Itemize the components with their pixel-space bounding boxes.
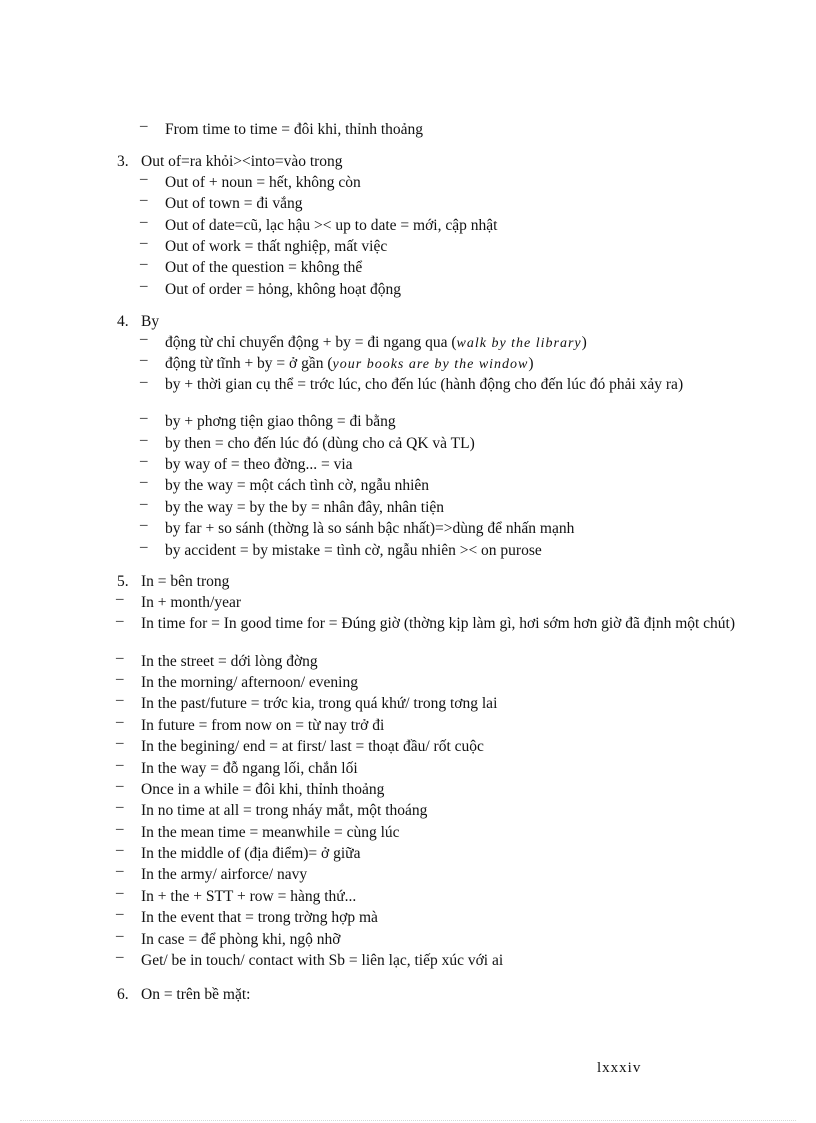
list-dash: – — [140, 278, 148, 294]
list-dash: – — [140, 331, 148, 347]
list-item: by accident = by mistake = tình cờ, ngẫu nhiên >< on purose — [165, 542, 542, 559]
list-item: Out of date=cũ, lạc hậu >< up to date = mới, cập nhật — [165, 217, 498, 234]
list-dash: – — [116, 928, 124, 944]
list-dash: – — [116, 613, 124, 629]
list-item: Once in a while = đôi khi, thỉnh thoảng — [141, 781, 385, 798]
section-number: 5. — [117, 573, 129, 590]
list-dash: – — [140, 496, 148, 512]
list-dash: – — [140, 410, 148, 426]
list-dash: – — [116, 591, 124, 607]
list-item: động từ chỉ chuyển động + by = đi ngang qua (walk by the library) — [165, 334, 587, 351]
list-dash: – — [116, 778, 124, 794]
list-dash: – — [140, 374, 148, 390]
list-item: In the past/future = trớc kia, trong quá khứ/ trong tơng lai — [141, 695, 498, 712]
list-item: In no time at all = trong nháy mắt, một thoáng — [141, 802, 428, 819]
list-dash: – — [140, 517, 148, 533]
section-number: 4. — [117, 313, 129, 330]
list-item: Out of town = đi vắng — [165, 195, 303, 212]
list-item: In + the + STT + row = hàng thứ... — [141, 888, 357, 905]
list-dash: – — [116, 757, 124, 773]
list-item: by then = cho đến lúc đó (dùng cho cả QK và TL) — [165, 435, 475, 452]
list-dash: – — [116, 799, 124, 815]
list-item: by far + so sánh (thờng là so sánh bậc nhất)=>dùng để nhấn mạnh — [165, 520, 575, 537]
section-number: 6. — [117, 986, 129, 1003]
list-dash: – — [140, 539, 148, 555]
list-dash: – — [116, 692, 124, 708]
list-item: From time to time = đôi khi, thỉnh thoảng — [165, 121, 424, 138]
list-item: by + phơng tiện giao thông = đi bằng — [165, 413, 396, 430]
list-item: Out of the question = không thể — [165, 259, 363, 276]
list-dash: – — [140, 256, 148, 272]
list-dash: – — [140, 352, 148, 368]
list-item: In the middle of (địa điểm)= ở giữa — [141, 845, 361, 862]
list-item: In the mean time = meanwhile = cùng lúc — [141, 824, 400, 841]
list-item: động từ tĩnh + by = ở gần (your books are by the window) — [165, 355, 534, 372]
list-dash: – — [116, 949, 124, 965]
list-dash: – — [116, 906, 124, 922]
list-dash: – — [140, 192, 148, 208]
list-item: In the way = đỗ ngang lối, chắn lối — [141, 760, 358, 777]
list-dash: – — [140, 118, 148, 134]
section-heading: In = bên trong — [141, 573, 230, 590]
list-dash: – — [116, 842, 124, 858]
list-item: Get/ be in touch/ contact with Sb = liên lạc, tiếp xúc với ai — [141, 952, 504, 969]
list-dash: – — [140, 235, 148, 251]
section-heading: On = trên bề mặt: — [141, 986, 251, 1003]
list-item: In the street = dới lòng đờng — [141, 653, 318, 670]
list-dash: – — [140, 474, 148, 490]
list-item: In + month/year — [141, 594, 241, 611]
page-bottom-divider — [20, 1120, 796, 1121]
list-dash: – — [116, 863, 124, 879]
section-number: 3. — [117, 153, 129, 170]
list-item: by the way = một cách tình cờ, ngẫu nhiên — [165, 477, 430, 494]
list-item: Out of work = thất nghiệp, mất việc — [165, 238, 388, 255]
list-dash: – — [116, 650, 124, 666]
list-item: In time for = In good time for = Đúng giờ (thờng kịp làm gì, hơi sớm hơn giờ đã định một chút) — [141, 615, 736, 632]
list-dash: – — [116, 821, 124, 837]
page-number: lxxxiv — [597, 1060, 642, 1076]
section-heading: Out of=ra khỏi><into=vào trong — [141, 153, 343, 170]
section-heading: By — [141, 313, 160, 330]
list-item: In the event that = trong trờng hợp mà — [141, 909, 378, 926]
list-item: In the army/ airforce/ navy — [141, 866, 308, 883]
list-item: In case = để phòng khi, ngộ nhỡ — [141, 931, 341, 948]
list-dash: – — [140, 432, 148, 448]
list-item: In the begining/ end = at first/ last = thoạt đầu/ rốt cuộc — [141, 738, 484, 755]
list-item: by + thời gian cụ thể = trớc lúc, cho đến lúc (hành động cho đến lúc đó phải xảy ra) — [165, 376, 684, 393]
list-dash: – — [140, 453, 148, 469]
list-dash: – — [116, 671, 124, 687]
list-dash: – — [116, 735, 124, 751]
list-dash: – — [116, 885, 124, 901]
list-item: In future = from now on = từ nay trở đi — [141, 717, 385, 734]
list-item: Out of order = hỏng, không hoạt động — [165, 281, 402, 298]
list-dash: – — [140, 214, 148, 230]
list-item: Out of + noun = hết, không còn — [165, 174, 361, 191]
list-dash: – — [140, 171, 148, 187]
list-item: by the way = by the by = nhân đây, nhân tiện — [165, 499, 445, 516]
list-item: In the morning/ afternoon/ evening — [141, 674, 358, 691]
list-dash: – — [116, 714, 124, 730]
list-item: by way of = theo đờng... = via — [165, 456, 353, 473]
